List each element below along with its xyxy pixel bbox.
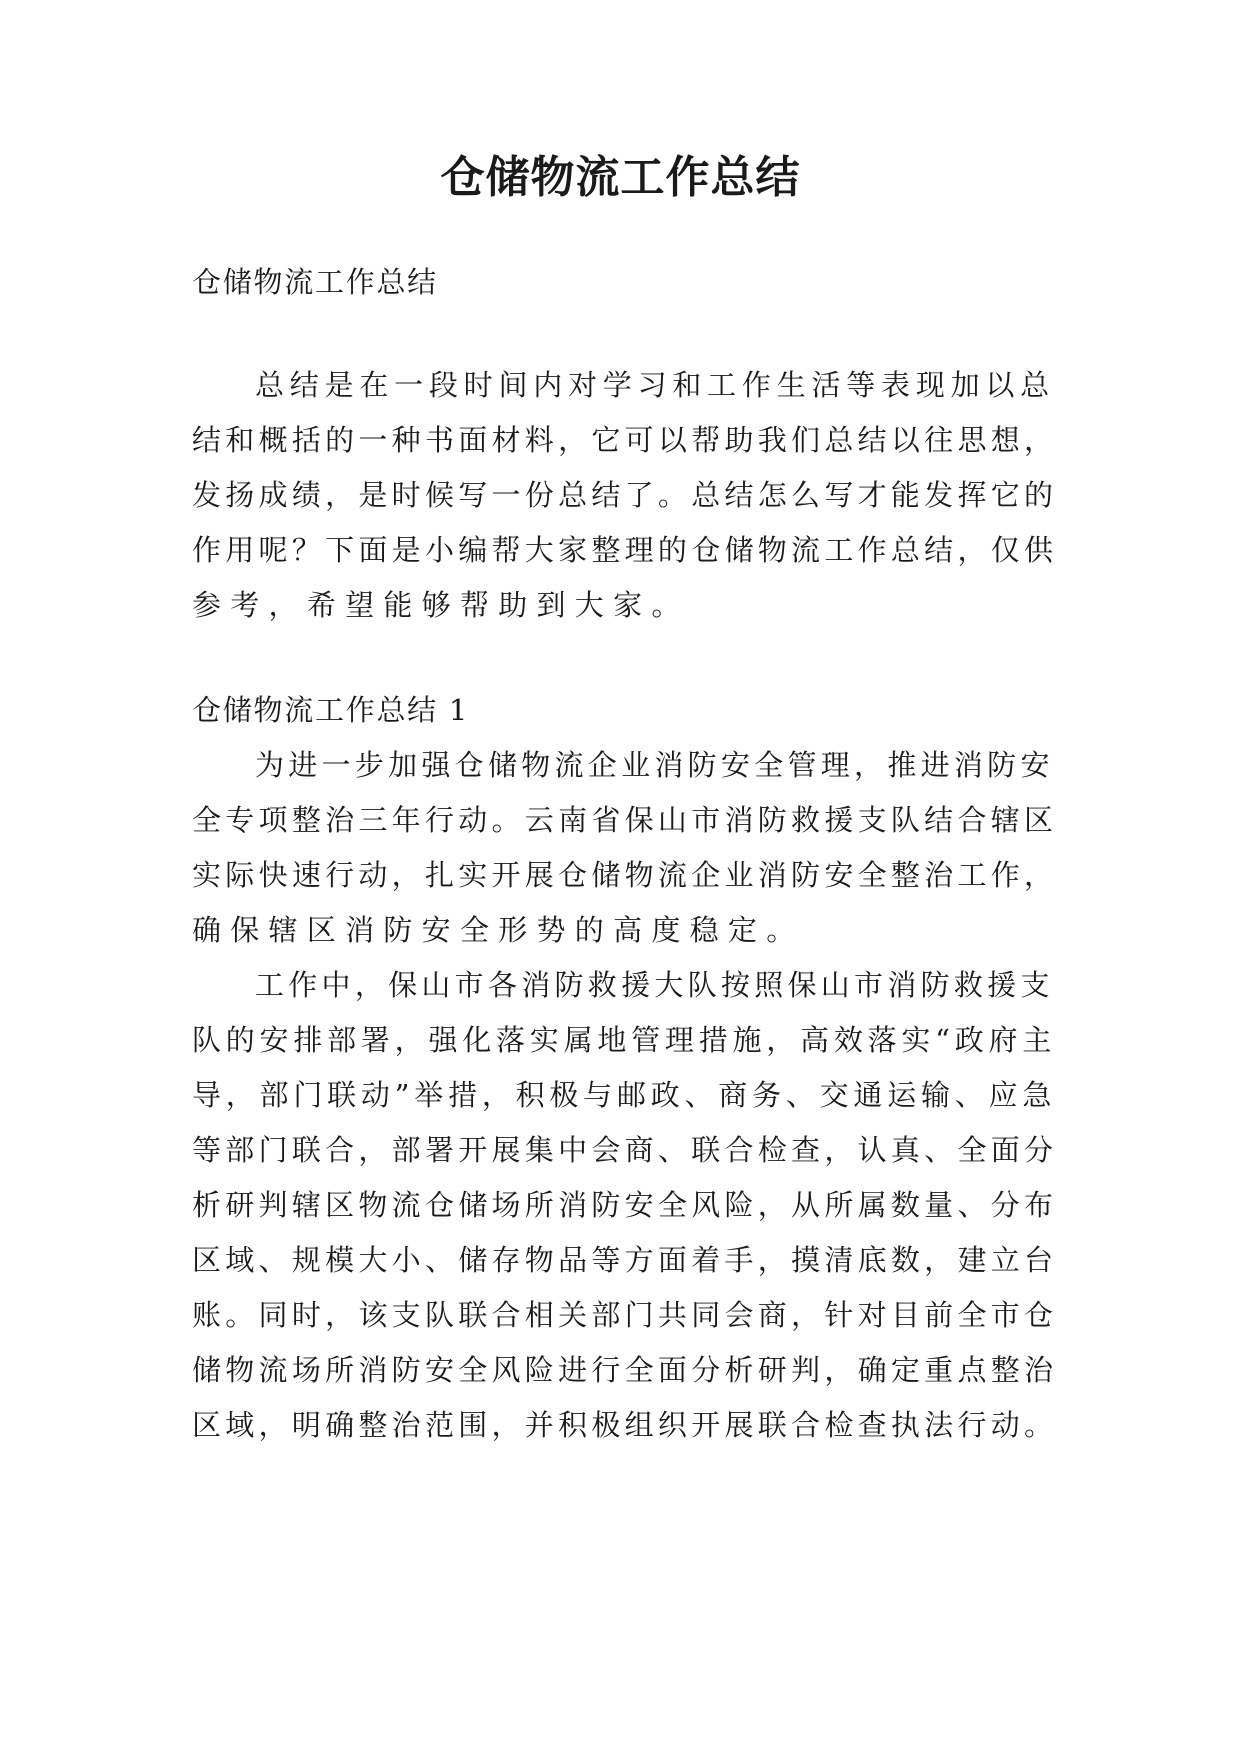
intro-line: 发扬成绩，是时候写一份总结了。总结怎么写才能发挥它的 xyxy=(192,478,1058,512)
intro-line: 参考，希望能够帮助到大家。 xyxy=(192,588,690,622)
paragraph-line: 区域、规模大小、储存物品等方面着手，摸清底数，建立台 xyxy=(192,1243,1058,1277)
paragraph-line: 队的安排部署，强化落实属地管理措施，高效落实“政府主 xyxy=(192,1023,1057,1057)
paragraph-line: 全专项整治三年行动。云南省保山市消防救援支队结合辖区 xyxy=(192,803,1058,837)
paragraph-line: 导，部门联动”举措，积极与邮政、商务、交通运输、应急 xyxy=(192,1078,1057,1112)
section-heading: 仓储物流工作总结 1 xyxy=(192,693,470,727)
intro-line: 总结是在一段时间内对学习和工作生活等表现加以总 xyxy=(255,368,1055,402)
paragraph-line: 工作中，保山市各消防救援大队按照保山市消防救援支 xyxy=(255,968,1054,1002)
document-subtitle: 仓储物流工作总结 xyxy=(192,265,438,299)
paragraph-line: 储物流场所消防安全风险进行全面分析研判，确定重点整治 xyxy=(192,1353,1058,1387)
intro-line: 作用呢？下面是小编帮大家整理的仓储物流工作总结，仅供 xyxy=(192,533,1058,567)
paragraph-line: 等部门联合，部署开展集中会商、联合检查，认真、全面分 xyxy=(192,1133,1058,1167)
paragraph-line: 析研判辖区物流仓储场所消防安全风险，从所属数量、分布 xyxy=(192,1188,1058,1222)
paragraph-line: 确保辖区消防安全形势的高度稳定。 xyxy=(192,913,805,947)
intro-line: 结和概括的一种书面材料，它可以帮助我们总结以往思想， xyxy=(192,423,1058,457)
paragraph-line: 实际快速行动，扎实开展仓储物流企业消防安全整治工作， xyxy=(192,858,1058,892)
paragraph-line: 区域，明确整治范围，并积极组织开展联合检查执法行动。 xyxy=(192,1408,1058,1442)
paragraph-line: 账。同时，该支队联合相关部门共同会商，针对目前全市仓 xyxy=(192,1298,1058,1332)
document-title: 仓储物流工作总结 xyxy=(440,152,801,203)
paragraph-line: 为进一步加强仓储物流企业消防安全管理，推进消防安 xyxy=(255,748,1054,782)
